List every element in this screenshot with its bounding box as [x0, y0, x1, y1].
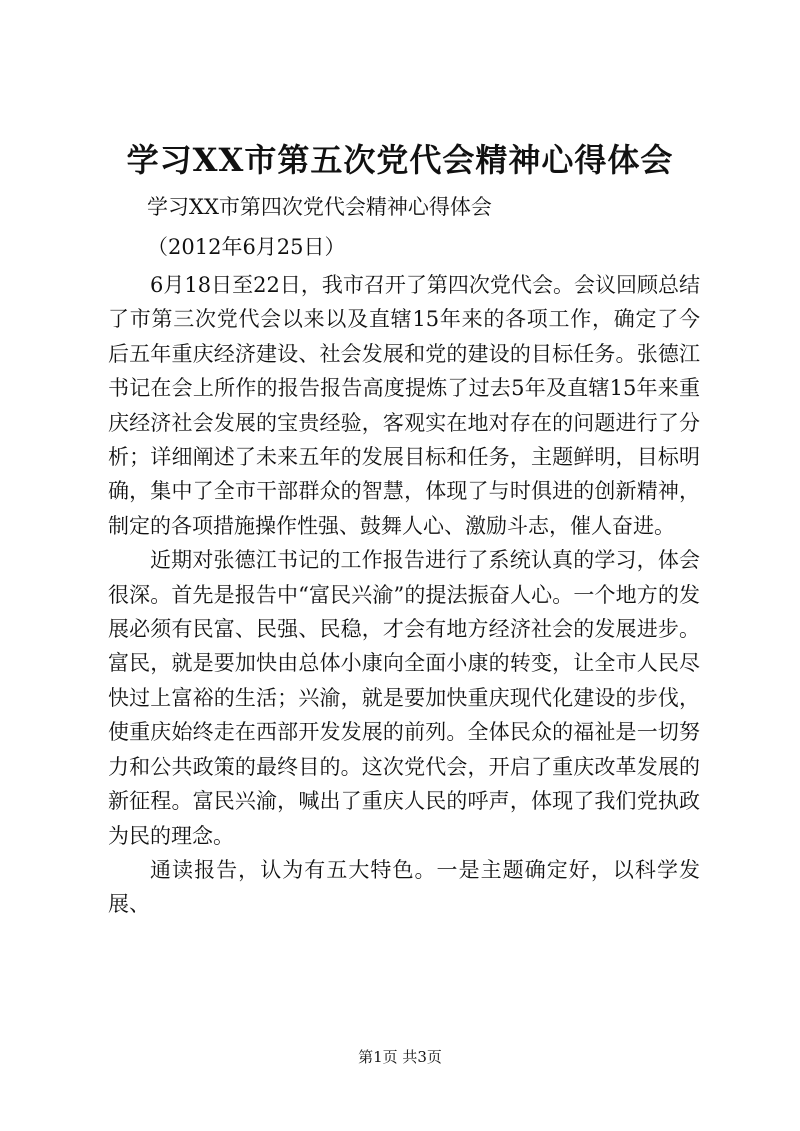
- document-body: [108, 268, 700, 922]
- document-title: 学习XX市第五次党代会精神心得体会: [126, 141, 674, 179]
- document-date: （2012年6月25日）: [147, 235, 346, 259]
- document-subtitle: 学习XX市第四次党代会精神心得体会: [147, 195, 492, 219]
- paragraph-3: 通读报告，认为有五大特色。一是主题确定好，以科学发展、: [108, 857, 700, 917]
- paragraph-2: 近期对张德江书记的工作报告进行了系统认真的学习，体会很深。首先是报告中“富民兴渝”的提法振奋人心。一个地方的发展必须有民富、民强、民稳，才会有地方经济社会的发展进步。富民，就是要加快由总体小康向全面小康的转变，让全市人民尽快过上富裕的生活；兴渝，就是要加快重庆现代化建设的步伐，使重庆始终走在西部开发发展的前列。全体民众的福祉是一切努力和公共政策的最终目的。这次党代会，开启了重庆改革发展的新征程。富民兴渝，喊出了重庆人民的呼声，体现了我们党执政为民的理念。: [108, 548, 700, 848]
- page-indicator: 第1页 共3页: [358, 1048, 442, 1066]
- paragraph-1: 6月18日至22日，我市召开了第四次党代会。会议回顾总结了市第三次党代会以来以及直辖15年来的各项工作，确定了今后五年重庆经济建设、社会发展和党的建设的目标任务。张德江书记在会上所作的报告报告高度提炼了过去5年及直辖15年来重庆经济社会发展的宝贵经验，客观实在地对存在的问题进行了分析；详细阐述了未来五年的发展目标和任务，主题鲜明，目标明确，集中了全市干部群众的智慧，体现了与时俱进的创新精神，制定的各项措施操作性强、鼓舞人心、激励斗志，催人奋进。: [108, 273, 700, 538]
